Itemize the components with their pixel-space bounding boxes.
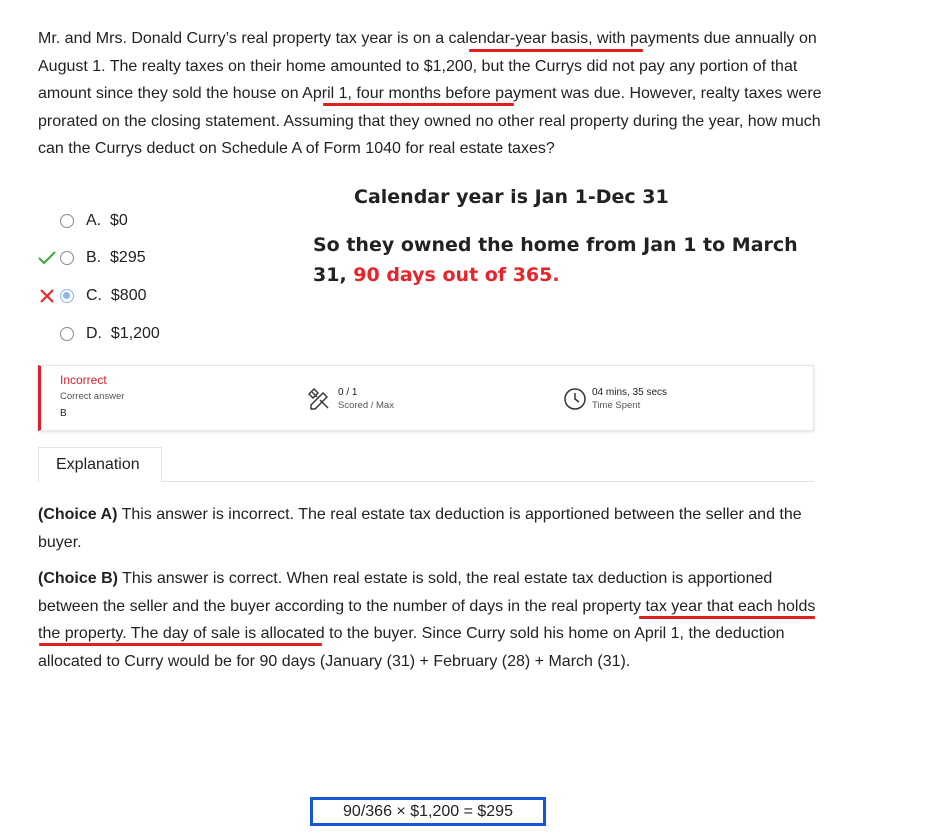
score-label: Scored / Max xyxy=(338,400,394,411)
choice-a[interactable] xyxy=(36,209,128,233)
choice-letter: D. xyxy=(86,325,102,342)
radio-button-selected[interactable] xyxy=(60,289,74,303)
empty-mark xyxy=(36,210,58,232)
annotation-note-highlight: 90 days out of 365. xyxy=(353,264,560,286)
choice-text: $295 xyxy=(110,249,146,266)
choice-letter: C. xyxy=(86,287,102,304)
choice-b-explanation-2: . The day of sale is allocated to the buyer. Since Curry sold his home on April 1, the deduction allocated to Curry would be for 90 days (January (31) + February (28) + March (31). xyxy=(38,625,785,670)
question-highlight-sold: they sold the house on A xyxy=(137,85,313,102)
choice-b-explanation-highlight: in the real property tax year that each holds the property xyxy=(38,597,816,642)
tab-explanation[interactable]: Explanation xyxy=(38,447,162,482)
explanation-choice-b xyxy=(38,565,818,675)
correct-answer-label: Correct answer xyxy=(60,391,125,402)
result-status: Incorrect xyxy=(60,373,107,387)
question-highlight-calendar: a calendar-year basis xyxy=(435,30,589,47)
correct-answer-value: B xyxy=(60,408,67,419)
annotation-note-heading: Calendar year is Jan 1-Dec 31 xyxy=(354,186,669,208)
question-part-2: , with payments due annually on August 1. The realty taxes on their home amounted to $1,200, but the Currys did not pay any portion of that amount since xyxy=(38,30,817,102)
question-text xyxy=(38,25,828,163)
time-spent-value: 04 mins, 35 secs xyxy=(592,387,668,398)
formula-annotation-box: 90/366 × $1,200 = $295 xyxy=(310,797,546,826)
radio-button[interactable] xyxy=(60,327,74,341)
choice-text: $800 xyxy=(110,287,147,304)
question-part-3: pril 1, four months before payment was due. However, realty taxes were prorated on the closing statement. Assuming that they owned no other real property during the year, how much can the Currys deduct on Schedule A of Form 1040 for real estate taxes? xyxy=(38,85,822,157)
annotation-note-body xyxy=(313,230,813,290)
checkmark-icon xyxy=(36,247,58,269)
explanation-choice-a xyxy=(38,501,818,556)
choice-b[interactable] xyxy=(36,246,146,270)
radio-button[interactable] xyxy=(60,214,74,228)
choice-letter: A. xyxy=(86,212,102,229)
choice-d[interactable] xyxy=(36,322,160,346)
score-value: 0 / 1 xyxy=(338,387,358,398)
annotation-underline-calendar xyxy=(469,49,643,52)
choice-letter: B. xyxy=(86,249,102,266)
question-part-1: Mr. and Mrs. Donald Curry’s real property tax year is on xyxy=(38,30,436,47)
choice-a-label: (Choice A) xyxy=(38,506,118,523)
x-icon xyxy=(36,285,58,307)
choice-a-explanation: This answer is incorrect. The real estate tax deduction is apportioned between the seller and the buyer. xyxy=(38,506,802,551)
choice-text: $1,200 xyxy=(110,325,160,342)
annotation-underline-sold xyxy=(323,103,514,106)
pencil-ruler-icon xyxy=(308,388,332,415)
clock-icon xyxy=(563,387,587,416)
time-spent-label: Time Spent xyxy=(592,400,641,411)
result-card xyxy=(38,365,814,431)
empty-mark xyxy=(36,323,58,345)
radio-button[interactable] xyxy=(60,251,74,265)
choice-b-explanation-1: This answer is correct. When real estate is sold, the real estate tax deduction is apportioned between the seller and the buyer according to the number of days xyxy=(38,570,773,615)
choice-c[interactable] xyxy=(36,284,146,308)
choice-b-label: (Choice B) xyxy=(38,570,118,587)
annotation-note-text: So they owned the home from Jan 1 to March 31, xyxy=(313,234,798,286)
choice-text: $0 xyxy=(110,212,128,229)
